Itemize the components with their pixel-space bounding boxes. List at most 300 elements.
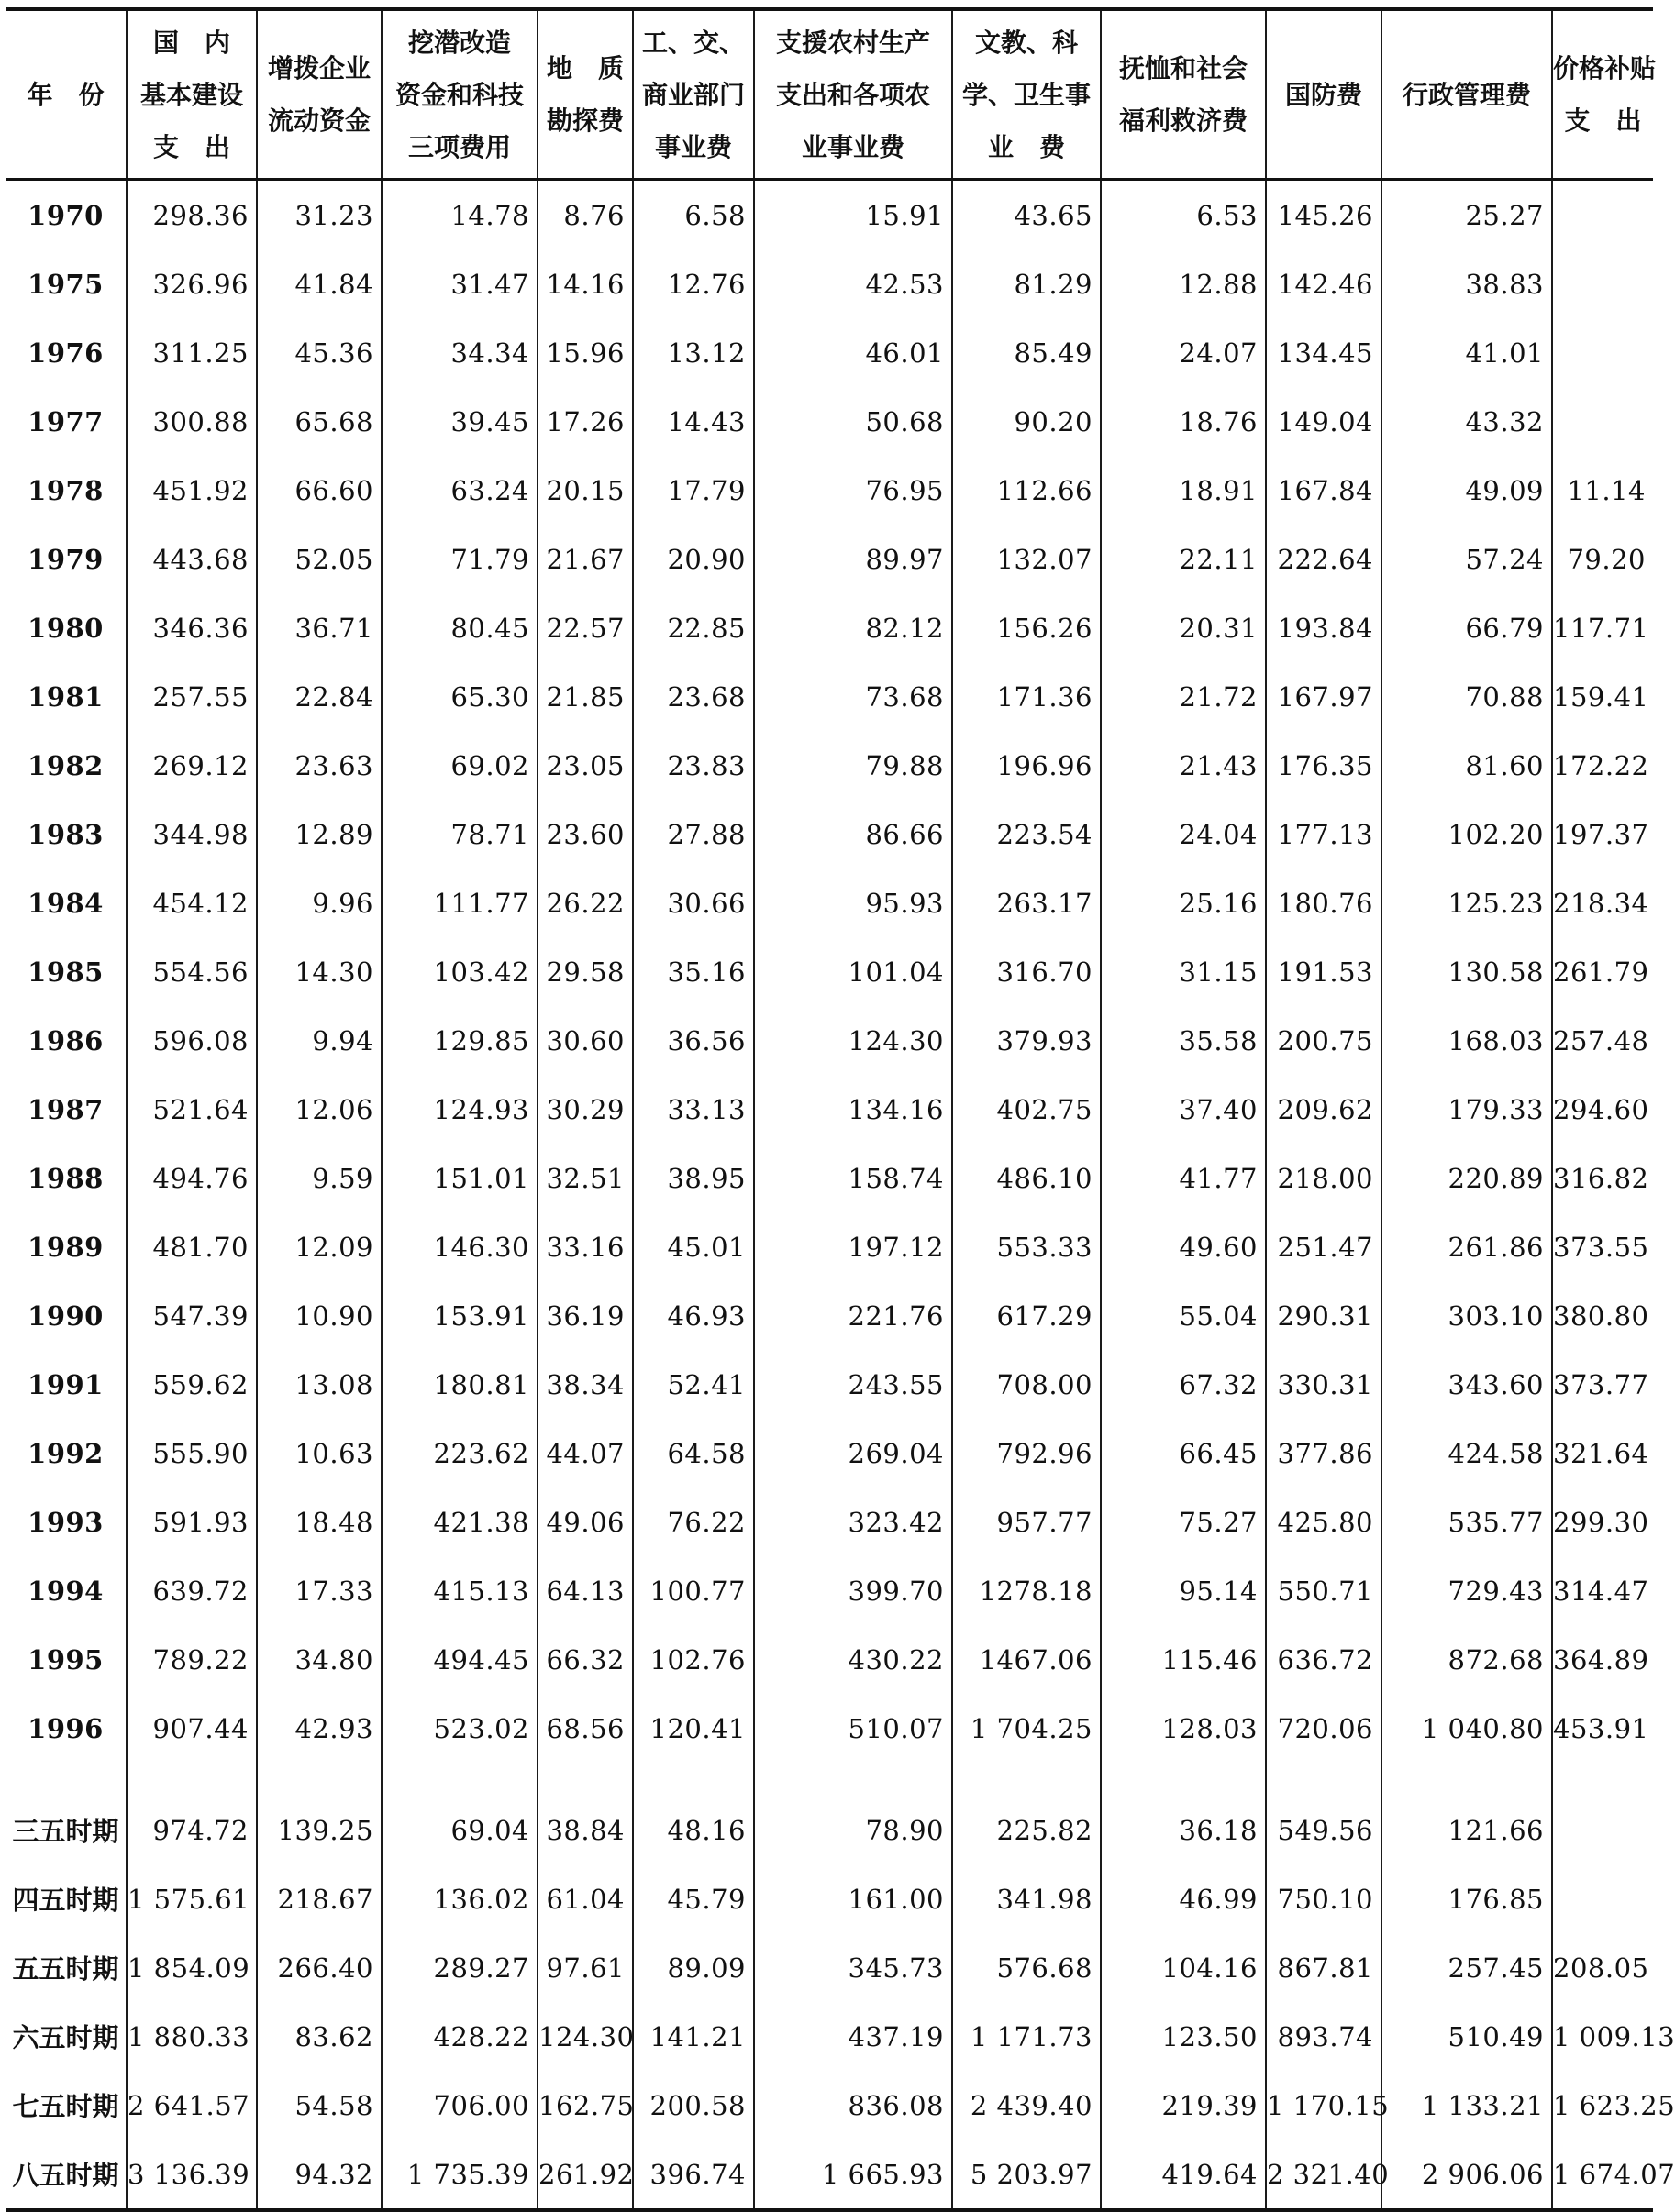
value-cell: 9.96 <box>257 868 382 937</box>
value-cell: 48.16 <box>633 1796 754 1864</box>
table-row <box>6 1419 1653 1488</box>
value-cell: 31.15 <box>1101 937 1266 1006</box>
value-cell: 421.38 <box>382 1488 538 1556</box>
table-row <box>6 1144 1653 1212</box>
value-cell: 38.34 <box>538 1350 633 1419</box>
value-cell: 41.01 <box>1381 318 1552 387</box>
value-cell: 2 439.40 <box>952 2071 1101 2140</box>
value-cell: 39.45 <box>382 387 538 456</box>
header-rural-production-support-label: 支援农村生产 支出和各项农 业事业费 <box>775 27 930 162</box>
value-cell: 12.76 <box>633 249 754 318</box>
value-cell: 225.82 <box>952 1796 1101 1864</box>
header-price-subsidies <box>1552 9 1657 180</box>
value-cell: 45.01 <box>633 1212 754 1281</box>
value-cell: 136.02 <box>382 1864 538 1933</box>
year-label: 1986 <box>28 1024 104 1056</box>
value-cell: 15.96 <box>538 318 633 387</box>
value-cell: 261.86 <box>1381 1212 1552 1281</box>
value-cell: 153.91 <box>382 1281 538 1350</box>
value-cell: 125.23 <box>1381 868 1552 937</box>
value-cell: 893.74 <box>1266 2002 1381 2071</box>
year-label: 1970 <box>28 199 104 231</box>
value-cell: 151.01 <box>382 1144 538 1212</box>
spacer-cell <box>6 1763 127 1796</box>
value-cell: 103.42 <box>382 937 538 1006</box>
table-row <box>6 456 1653 525</box>
value-cell: 346.36 <box>127 593 257 662</box>
value-cell: 34.34 <box>382 318 538 387</box>
value-cell: 145.26 <box>1266 180 1381 250</box>
header-culture-education-science-health <box>952 9 1101 180</box>
value-cell: 134.45 <box>1266 318 1381 387</box>
value-cell: 373.55 <box>1552 1212 1653 1281</box>
period-row <box>6 1864 1653 1933</box>
value-cell: 64.13 <box>538 1556 633 1625</box>
value-cell: 2 906.06 <box>1381 2140 1552 2210</box>
value-cell: 34.80 <box>257 1625 382 1694</box>
value-cell: 70.88 <box>1381 662 1552 731</box>
value-cell: 32.51 <box>538 1144 633 1212</box>
value-cell: 425.80 <box>1266 1488 1381 1556</box>
value-cell: 146.30 <box>382 1212 538 1281</box>
spacer-cell <box>952 1763 1101 1796</box>
spacer-cell <box>1266 1763 1381 1796</box>
value-cell: 45.79 <box>633 1864 754 1933</box>
value-cell: 547.39 <box>127 1281 257 1350</box>
value-cell: 66.32 <box>538 1625 633 1694</box>
value-cell: 31.23 <box>257 180 382 250</box>
value-cell: 521.64 <box>127 1075 257 1144</box>
value-cell: 161.00 <box>754 1864 952 1933</box>
value-cell: 1278.18 <box>952 1556 1101 1625</box>
value-cell: 158.74 <box>754 1144 952 1212</box>
value-cell: 61.04 <box>538 1864 633 1933</box>
value-cell: 176.85 <box>1381 1864 1552 1933</box>
value-cell: 617.29 <box>952 1281 1101 1350</box>
value-cell: 50.68 <box>754 387 952 456</box>
value-cell: 79.88 <box>754 731 952 800</box>
header-industry-transport-commerce <box>633 9 754 180</box>
value-cell: 52.05 <box>257 525 382 593</box>
period-row <box>6 2071 1653 2140</box>
value-cell: 128.03 <box>1101 1694 1266 1763</box>
value-cell: 11.14 <box>1552 456 1653 525</box>
spacer-cell <box>382 1763 538 1796</box>
header-geological-prospecting <box>538 9 633 180</box>
value-cell: 1 854.09 <box>127 1933 257 2002</box>
table-row <box>6 868 1653 937</box>
value-cell: 55.04 <box>1101 1281 1266 1350</box>
spacer-cell <box>1552 1763 1653 1796</box>
value-cell: 311.25 <box>127 318 257 387</box>
value-cell: 907.44 <box>127 1694 257 1763</box>
value-cell: 1 704.25 <box>952 1694 1101 1763</box>
value-cell: 486.10 <box>952 1144 1101 1212</box>
value-cell: 36.71 <box>257 593 382 662</box>
value-cell: 323.42 <box>754 1488 952 1556</box>
table-row <box>6 593 1653 662</box>
value-cell: 38.95 <box>633 1144 754 1212</box>
value-cell: 219.39 <box>1101 2071 1266 2140</box>
table-row <box>6 1281 1653 1350</box>
value-cell: 167.84 <box>1266 456 1381 525</box>
value-cell: 12.89 <box>257 800 382 868</box>
value-cell: 330.31 <box>1266 1350 1381 1419</box>
header-year-label: 年 份 <box>27 79 105 110</box>
year-label: 1987 <box>28 1093 104 1125</box>
value-cell: 49.09 <box>1381 456 1552 525</box>
value-cell: 316.70 <box>952 937 1101 1006</box>
value-cell: 78.90 <box>754 1796 952 1864</box>
year-label: 1990 <box>28 1300 104 1332</box>
value-cell: 555.90 <box>127 1419 257 1488</box>
value-cell: 26.22 <box>538 868 633 937</box>
year-label: 1976 <box>28 337 104 369</box>
value-cell: 1 623.25 <box>1552 2071 1653 2140</box>
table-row <box>6 525 1653 593</box>
value-cell: 197.37 <box>1552 800 1653 868</box>
value-cell: 111.77 <box>382 868 538 937</box>
table-row <box>6 318 1653 387</box>
value-cell: 454.12 <box>127 868 257 937</box>
value-cell: 1 575.61 <box>127 1864 257 1933</box>
value-cell: 81.29 <box>952 249 1101 318</box>
table-row <box>6 1694 1653 1763</box>
value-cell: 66.45 <box>1101 1419 1266 1488</box>
value-cell: 14.16 <box>538 249 633 318</box>
value-cell: 79.20 <box>1552 525 1653 593</box>
value-cell: 1 040.80 <box>1381 1694 1552 1763</box>
period-label: 八五时期 <box>6 2140 127 2210</box>
value-cell: 200.75 <box>1266 1006 1381 1075</box>
value-cell: 168.03 <box>1381 1006 1552 1075</box>
year-label: 1983 <box>28 818 104 850</box>
value-cell: 396.74 <box>633 2140 754 2210</box>
value-cell: 45.36 <box>257 318 382 387</box>
value-cell: 344.98 <box>127 800 257 868</box>
value-cell: 424.58 <box>1381 1419 1552 1488</box>
value-cell: 124.30 <box>754 1006 952 1075</box>
value-cell: 1 880.33 <box>127 2002 257 2071</box>
value-cell: 872.68 <box>1381 1625 1552 1694</box>
value-cell: 559.62 <box>127 1350 257 1419</box>
period-row <box>6 1933 1653 2002</box>
value-cell: 141.21 <box>633 2002 754 2071</box>
value-cell: 20.90 <box>633 525 754 593</box>
value-cell: 419.64 <box>1101 2140 1266 2210</box>
value-cell: 43.32 <box>1381 387 1552 456</box>
value-cell: 554.56 <box>127 937 257 1006</box>
value-cell: 303.10 <box>1381 1281 1552 1350</box>
period-label: 六五时期 <box>12 2022 119 2053</box>
value-cell <box>1552 318 1653 387</box>
value-cell: 14.30 <box>257 937 382 1006</box>
value-cell: 343.60 <box>1381 1350 1552 1419</box>
value-cell: 222.64 <box>1266 525 1381 593</box>
value-cell: 149.04 <box>1266 387 1381 456</box>
value-cell: 591.93 <box>127 1488 257 1556</box>
value-cell: 68.56 <box>538 1694 633 1763</box>
value-cell: 364.89 <box>1552 1625 1653 1694</box>
value-cell: 345.73 <box>754 1933 952 2002</box>
value-cell: 42.93 <box>257 1694 382 1763</box>
value-cell: 44.07 <box>538 1419 633 1488</box>
table-row <box>6 387 1653 456</box>
value-cell: 208.05 <box>1552 1933 1653 2002</box>
value-cell: 428.22 <box>382 2002 538 2071</box>
value-cell: 300.88 <box>127 387 257 456</box>
value-cell: 957.77 <box>952 1488 1101 1556</box>
value-cell: 13.08 <box>257 1350 382 1419</box>
value-cell: 22.11 <box>1101 525 1266 593</box>
value-cell: 97.61 <box>538 1933 633 2002</box>
value-cell: 17.33 <box>257 1556 382 1625</box>
value-cell: 6.53 <box>1101 180 1266 250</box>
period-label: 五五时期 <box>12 1953 119 1985</box>
value-cell: 159.41 <box>1552 662 1653 731</box>
value-cell: 38.84 <box>538 1796 633 1864</box>
year-label: 1994 <box>28 1575 104 1607</box>
value-cell: 13.12 <box>633 318 754 387</box>
value-cell: 41.84 <box>257 249 382 318</box>
value-cell: 37.40 <box>1101 1075 1266 1144</box>
value-cell: 33.16 <box>538 1212 633 1281</box>
value-cell <box>1552 249 1653 318</box>
value-cell: 20.31 <box>1101 593 1266 662</box>
value-cell: 30.29 <box>538 1075 633 1144</box>
header-rural-production-support <box>754 9 952 180</box>
value-cell: 257.48 <box>1552 1006 1653 1075</box>
value-cell: 15.91 <box>754 180 952 250</box>
value-cell: 42.53 <box>754 249 952 318</box>
value-cell: 171.36 <box>952 662 1101 731</box>
value-cell: 85.49 <box>952 318 1101 387</box>
value-cell: 12.88 <box>1101 249 1266 318</box>
period-label: 四五时期 <box>12 1885 119 1916</box>
value-cell: 120.41 <box>633 1694 754 1763</box>
value-cell: 23.60 <box>538 800 633 868</box>
year-label: 1978 <box>28 474 104 506</box>
table-body <box>6 180 1675 2211</box>
value-cell: 46.99 <box>1101 1864 1266 1933</box>
value-cell: 402.75 <box>952 1075 1101 1144</box>
value-cell: 443.68 <box>127 525 257 593</box>
value-cell: 31.47 <box>382 249 538 318</box>
value-cell: 379.93 <box>952 1006 1101 1075</box>
value-cell: 269.04 <box>754 1419 952 1488</box>
value-cell: 314.47 <box>1552 1556 1653 1625</box>
value-cell: 36.56 <box>633 1006 754 1075</box>
value-cell: 596.08 <box>127 1006 257 1075</box>
value-cell: 29.58 <box>538 937 633 1006</box>
table-row <box>6 662 1653 731</box>
header-domestic-capital-construction <box>127 9 257 180</box>
value-cell: 24.04 <box>1101 800 1266 868</box>
header-row <box>6 9 1653 180</box>
table-row <box>6 937 1653 1006</box>
value-cell: 510.49 <box>1381 2002 1552 2071</box>
value-cell: 41.77 <box>1101 1144 1266 1212</box>
spacer-cell <box>538 1763 633 1796</box>
value-cell: 176.35 <box>1266 731 1381 800</box>
value-cell: 1 665.93 <box>754 2140 952 2210</box>
value-cell: 523.02 <box>382 1694 538 1763</box>
value-cell: 121.66 <box>1381 1796 1552 1864</box>
value-cell: 1 009.13 <box>1552 2002 1653 2071</box>
value-cell: 172.22 <box>1552 731 1653 800</box>
value-cell: 290.31 <box>1266 1281 1381 1350</box>
value-cell: 8.76 <box>538 180 633 250</box>
value-cell: 80.45 <box>382 593 538 662</box>
value-cell: 197.12 <box>754 1212 952 1281</box>
value-cell: 373.77 <box>1552 1350 1653 1419</box>
value-cell: 1 674.07 <box>1552 2140 1653 2210</box>
header-innovation-funds-science-tech <box>382 9 538 180</box>
value-cell: 261.79 <box>1552 937 1653 1006</box>
value-cell: 101.04 <box>754 937 952 1006</box>
value-cell <box>1552 1864 1653 1933</box>
value-cell: 83.62 <box>257 2002 382 2071</box>
header-domestic-capital-construction-label: 国 内 基本建设 支 出 <box>139 27 243 162</box>
value-cell: 9.59 <box>257 1144 382 1212</box>
value-cell: 299.30 <box>1552 1488 1653 1556</box>
value-cell: 218.34 <box>1552 868 1653 937</box>
value-cell: 1 171.73 <box>952 2002 1101 2071</box>
year-label: 1982 <box>28 749 104 781</box>
value-cell: 179.33 <box>1381 1075 1552 1144</box>
spacer-cell <box>633 1763 754 1796</box>
value-cell: 294.60 <box>1552 1075 1653 1144</box>
value-cell: 104.16 <box>1101 1933 1266 2002</box>
header-culture-education-science-health-label: 文教、科 学、卫生事 业 费 <box>961 27 1091 162</box>
header-pensions-social-welfare <box>1101 9 1266 180</box>
value-cell: 124.93 <box>382 1075 538 1144</box>
value-cell: 1 735.39 <box>382 2140 538 2210</box>
value-cell: 2 641.57 <box>127 2071 257 2140</box>
value-cell: 180.76 <box>1266 868 1381 937</box>
value-cell: 36.19 <box>538 1281 633 1350</box>
value-cell: 196.96 <box>952 731 1101 800</box>
value-cell: 5 203.97 <box>952 2140 1101 2210</box>
value-cell: 257.45 <box>1381 1933 1552 2002</box>
value-cell: 94.32 <box>257 2140 382 2210</box>
value-cell: 52.41 <box>633 1350 754 1419</box>
value-cell: 1467.06 <box>952 1625 1101 1694</box>
value-cell: 117.71 <box>1552 593 1653 662</box>
value-cell: 30.66 <box>633 868 754 937</box>
value-cell: 90.20 <box>952 387 1101 456</box>
value-cell: 836.08 <box>754 2071 952 2140</box>
value-cell: 974.72 <box>127 1796 257 1864</box>
spacer-cell <box>1101 1763 1266 1796</box>
value-cell: 17.26 <box>538 387 633 456</box>
table-row <box>6 1006 1653 1075</box>
value-cell: 43.65 <box>952 180 1101 250</box>
value-cell: 298.36 <box>127 180 257 250</box>
header-price-subsidies-label: 价格补贴 支 出 <box>1553 53 1657 136</box>
value-cell: 10.63 <box>257 1419 382 1488</box>
value-cell: 706.00 <box>382 2071 538 2140</box>
value-cell: 38.83 <box>1381 249 1552 318</box>
value-cell: 23.83 <box>633 731 754 800</box>
value-cell: 257.55 <box>127 662 257 731</box>
value-cell: 223.62 <box>382 1419 538 1488</box>
value-cell: 494.76 <box>127 1144 257 1212</box>
period-row <box>6 1796 1653 1864</box>
value-cell: 867.81 <box>1266 1933 1381 2002</box>
value-cell: 576.68 <box>952 1933 1101 2002</box>
value-cell: 30.60 <box>538 1006 633 1075</box>
value-cell: 720.06 <box>1266 1694 1381 1763</box>
value-cell: 124.30 <box>538 2002 633 2071</box>
value-cell: 89.97 <box>754 525 952 593</box>
value-cell: 243.55 <box>754 1350 952 1419</box>
value-cell: 535.77 <box>1381 1488 1552 1556</box>
value-cell: 10.90 <box>257 1281 382 1350</box>
value-cell: 316.82 <box>1552 1144 1653 1212</box>
table-row <box>6 1625 1653 1694</box>
spacer-cell <box>127 1763 257 1796</box>
header-industry-transport-commerce-label: 工、交、 商业部门 事业费 <box>641 27 745 162</box>
value-cell: 481.70 <box>127 1212 257 1281</box>
value-cell: 14.43 <box>633 387 754 456</box>
spacer-cell <box>754 1763 952 1796</box>
value-cell: 18.91 <box>1101 456 1266 525</box>
value-cell: 14.78 <box>382 180 538 250</box>
value-cell: 132.07 <box>952 525 1101 593</box>
value-cell: 57.24 <box>1381 525 1552 593</box>
value-cell: 750.10 <box>1266 1864 1381 1933</box>
value-cell: 76.95 <box>754 456 952 525</box>
year-label: 1977 <box>28 405 104 437</box>
value-cell: 81.60 <box>1381 731 1552 800</box>
table-row <box>6 1075 1653 1144</box>
value-cell: 792.96 <box>952 1419 1101 1488</box>
value-cell: 21.67 <box>538 525 633 593</box>
value-cell: 35.16 <box>633 937 754 1006</box>
value-cell: 180.81 <box>382 1350 538 1419</box>
value-cell: 25.27 <box>1381 180 1552 250</box>
header-administration <box>1381 9 1552 180</box>
value-cell: 102.76 <box>633 1625 754 1694</box>
value-cell: 223.54 <box>952 800 1101 868</box>
value-cell: 3 136.39 <box>127 2140 257 2210</box>
value-cell: 66.60 <box>257 456 382 525</box>
year-label: 1979 <box>28 543 104 575</box>
value-cell: 71.79 <box>382 525 538 593</box>
value-cell: 326.96 <box>127 249 257 318</box>
value-cell: 64.58 <box>633 1419 754 1488</box>
value-cell: 112.66 <box>952 456 1101 525</box>
fiscal-expenditure-table <box>6 7 1675 2212</box>
value-cell: 209.62 <box>1266 1075 1381 1144</box>
period-label: 七五时期 <box>12 2091 119 2122</box>
table-row <box>6 731 1653 800</box>
value-cell: 399.70 <box>754 1556 952 1625</box>
value-cell: 708.00 <box>952 1350 1101 1419</box>
value-cell: 1 133.21 <box>1381 2071 1552 2140</box>
year-label: 1995 <box>28 1643 104 1676</box>
value-cell: 22.85 <box>633 593 754 662</box>
value-cell: 789.22 <box>127 1625 257 1694</box>
value-cell: 22.84 <box>257 662 382 731</box>
value-cell: 76.22 <box>633 1488 754 1556</box>
value-cell: 65.30 <box>382 662 538 731</box>
header-administration-label: 行政管理费 <box>1402 79 1531 110</box>
value-cell: 36.18 <box>1101 1796 1266 1864</box>
value-cell <box>1552 1796 1653 1864</box>
value-cell: 69.02 <box>382 731 538 800</box>
